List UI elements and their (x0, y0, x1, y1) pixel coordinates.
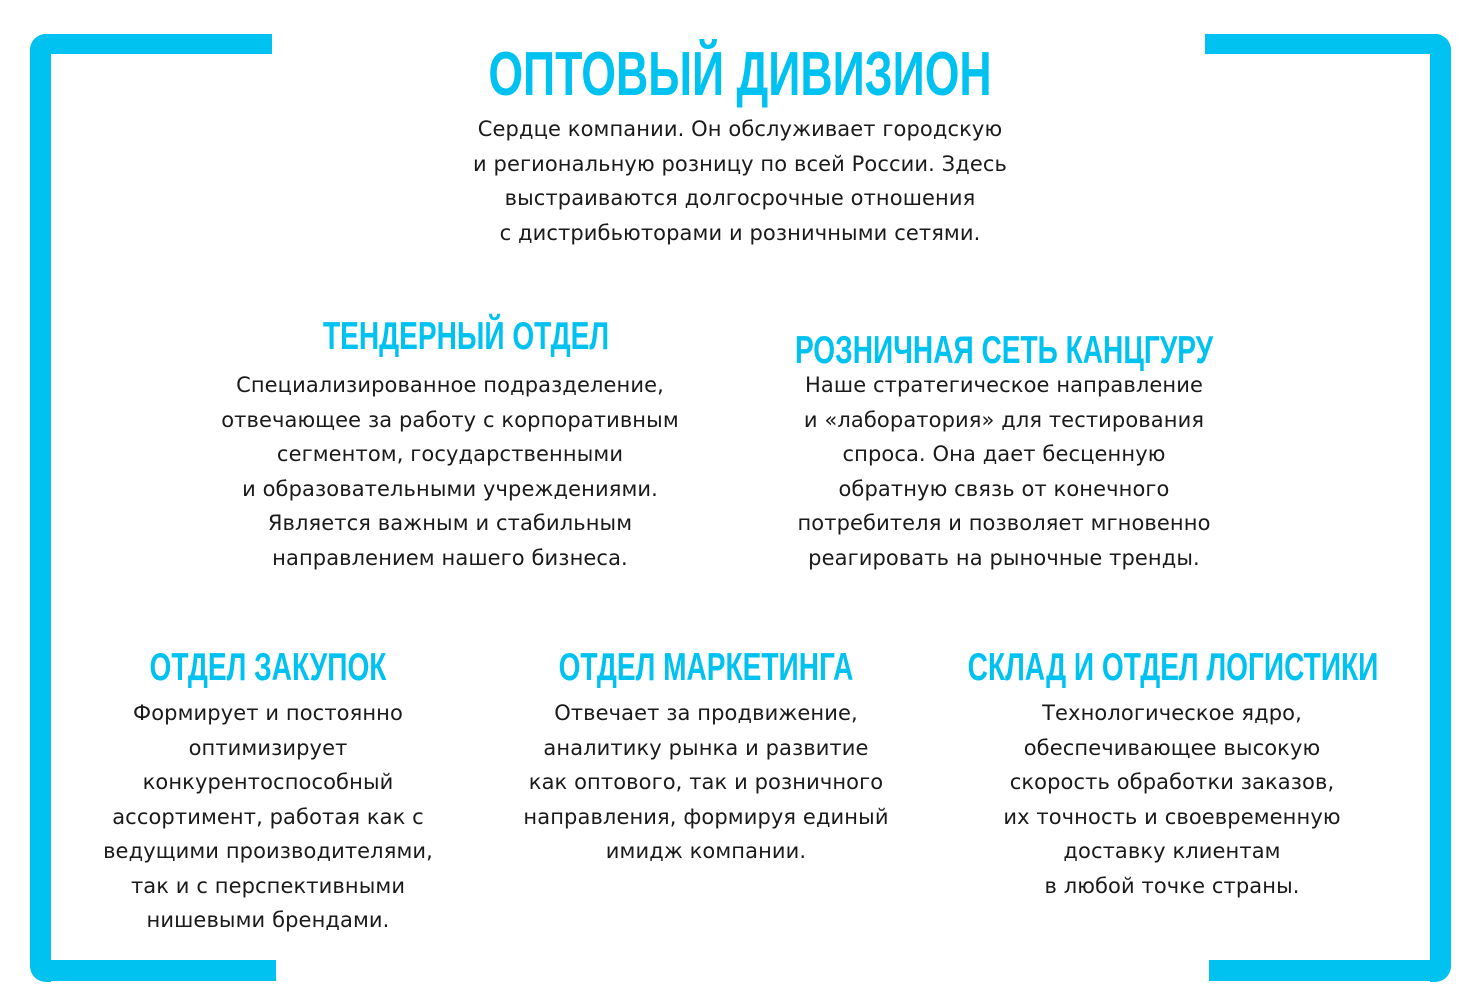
frame-bottom-right (1209, 960, 1451, 981)
purchase-section-title: ОТДЕЛ ЗАКУПОК (149, 646, 387, 689)
frame-right-bar (1430, 34, 1451, 982)
frame-bottom-left (30, 960, 276, 981)
tender-section-title: ТЕНДЕРНЫЙ ОТДЕЛ (322, 315, 610, 358)
frame-top-left (30, 34, 272, 54)
page-title: ОПТОВЫЙ ДИВИЗИОН (488, 40, 992, 109)
retail-section-text: Наше стратегическое направление и «лаборатория» для тестирования спроса. Она дает бесценную обратную связь от конечного потребителя и позволяет мгновенно реагировать на рыночные тренды. (797, 373, 1211, 570)
purchase-section-text: Формирует и постоянно оптимизирует конкурентоспособный ассортимент, работая как с ведущими производителями, так и с перспективными нишевыми брендами. (103, 701, 433, 932)
warehouse-section-text: Технологическое ядро, обеспечивающее высокую скорость обработки заказов, их точность и своевременную доставку клиентам в любой точке страны. (1003, 701, 1341, 898)
main-description: Сердце компании. Он обслуживает городскую и региональную розницу по всей России. Здесь выстраиваются долгосрочные отношения с дистрибьюторами и розничными сетями. (472, 117, 1008, 245)
retail-section-title: РОЗНИЧНАЯ СЕТЬ КАНЦГУРУ (794, 329, 1214, 372)
marketing-section-title: ОТДЕЛ МАРКЕТИНГА (558, 646, 854, 689)
tender-section-text: Специализированное подразделение, отвечающее за работу с корпоративным сегментом, государственными и образовательными учреждениями. Является важным и стабильным направлением нашего бизнеса. (221, 373, 679, 570)
warehouse-section-title: СКЛАД И ОТДЕЛ ЛОГИСТИКИ (967, 646, 1379, 689)
marketing-section-text: Отвечает за продвижение, аналитику рынка и развитие как оптового, так и розничного направления, формируя единый имидж компании. (523, 701, 889, 863)
frame-top-right (1205, 34, 1451, 54)
